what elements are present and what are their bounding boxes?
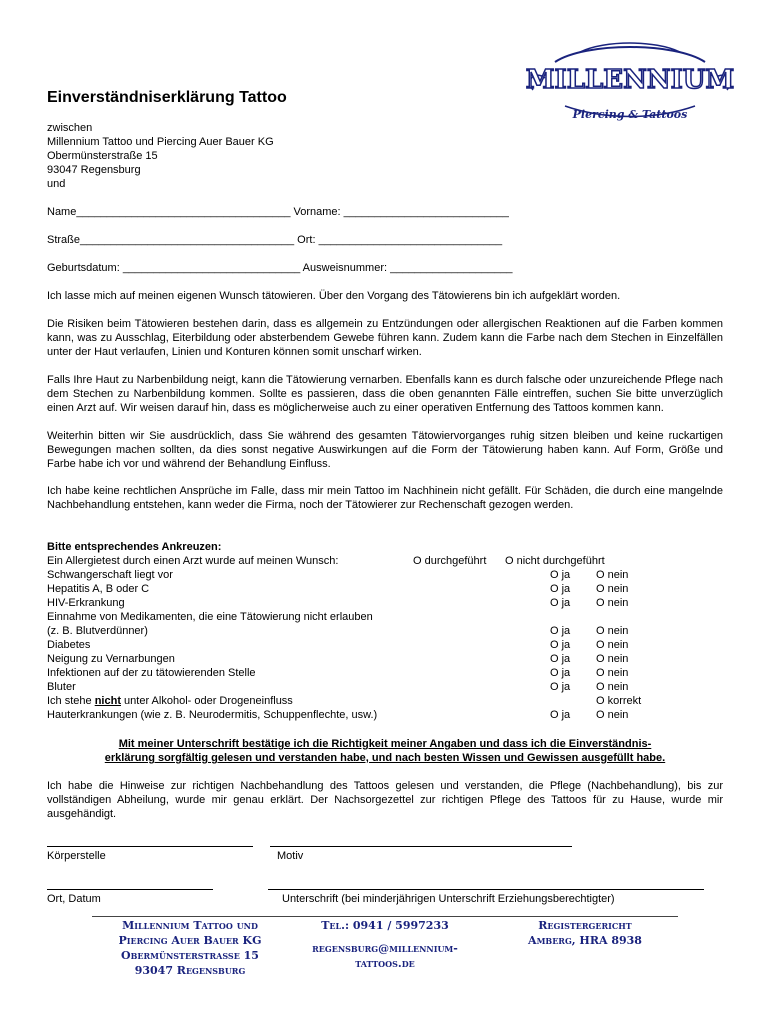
footer-register-line: Amberg, HRA 8938 — [528, 934, 642, 947]
checklist-row — [47, 624, 647, 638]
option-ja[interactable]: O ja — [550, 667, 571, 679]
option-nein[interactable]: O nein — [596, 639, 629, 651]
row-label — [47, 694, 293, 708]
confirm-line-2: erklärung sorgfältig gelesen und verstanden habe, und nach besten Wissen und Gewissen ausgefüllt habe. — [104, 752, 666, 764]
row-label: Infektionen auf der zu tätowierenden Stelle — [47, 667, 256, 679]
row-label: (z. B. Blutverdünner) — [47, 625, 148, 637]
footer-register — [495, 918, 675, 948]
footer-divider — [92, 916, 678, 917]
checklist-row — [47, 680, 647, 694]
option-ja[interactable]: O ja — [550, 583, 571, 595]
paragraph-4: Weiterhin bitten wir Sie ausdrücklich, dass Sie während des gesamten Tätowiervorganges ruhig sitzen bleiben und keine ruckartigen Bewegungen machen sollten, da dies sonst negative Auswirkungen auf die Form der Tätowierung haben kann. Auf Form, Größe und Farbe habe ich vor und während der Behandlung Einfluss. — [47, 430, 723, 470]
parties-line-5: und — [47, 178, 66, 190]
logo-name: MILLENNIUM — [525, 65, 735, 95]
checklist-row — [47, 610, 647, 624]
motif-line[interactable] — [270, 846, 572, 847]
place-date-label: Ort, Datum — [47, 893, 101, 905]
allergy-option-not-done[interactable]: O nicht durchgeführt — [505, 555, 605, 567]
option-ja[interactable]: O ja — [550, 709, 571, 721]
bodypart-label: Körperstelle — [47, 850, 106, 862]
place-date-line[interactable] — [47, 889, 213, 890]
footer-phone: Tel.: 0941 / 5997233 — [321, 919, 449, 932]
confirm-line-1: Mit meiner Unterschrift bestätige ich die Richtigkeit meiner Angaben und dass ich die Einverständnis- — [118, 738, 652, 750]
parties-line-3: Obermünsterstraße 15 — [47, 150, 158, 162]
alcohol-pre: Ich stehe — [47, 695, 95, 707]
footer-contact — [285, 918, 485, 971]
option-ja[interactable]: O ja — [550, 681, 571, 693]
logo-flourish-icon — [525, 40, 735, 130]
footer-email-domain[interactable]: tattoos.de — [355, 957, 415, 970]
street-field[interactable]: Straße___________________________________ Ort: ______________________________ — [47, 234, 503, 246]
paragraph-1: Ich lasse mich auf meinen eigenen Wunsch tätowieren. Über den Vorgang des Tätowierens bin ich aufgeklärt worden. — [47, 290, 621, 302]
option-nein[interactable]: O nein — [596, 681, 629, 693]
alcohol-nicht: nicht — [94, 695, 121, 707]
option-nein[interactable]: O nein — [596, 569, 629, 581]
option-ja[interactable]: O ja — [550, 625, 571, 637]
row-label: Neigung zu Vernarbungen — [47, 653, 175, 665]
bodypart-line[interactable] — [47, 846, 253, 847]
row-label: Hepatitis A, B oder C — [47, 583, 150, 595]
footer-address-line: 93047 Regensburg — [134, 964, 246, 977]
parties-line-4: 93047 Regensburg — [47, 164, 141, 176]
footer-address-line: Obermünsterstrasse 15 — [121, 949, 259, 962]
signature-label: Unterschrift (bei minderjährigen Unterschrift Erziehungsberechtigter) — [282, 893, 615, 905]
millennium-logo — [525, 40, 735, 130]
allergy-label: Ein Allergietest durch einen Arzt wurde auf meinen Wunsch: — [47, 555, 339, 567]
logo-subtitle: Piercing & Tattoos — [572, 108, 688, 121]
signature-line[interactable] — [268, 889, 704, 890]
footer-address-line: Millennium Tattoo und — [122, 919, 258, 932]
option-ja[interactable]: O ja — [550, 597, 571, 609]
option-korrekt[interactable]: O korrekt — [596, 695, 642, 707]
checklist-rows — [47, 568, 647, 722]
row-label: Einnahme von Medikamenten, die eine Tätowierung nicht erlauben — [47, 611, 373, 623]
parties-line-2: Millennium Tattoo und Piercing Auer Bauer KG — [47, 136, 274, 148]
row-label: Hauterkrankungen (wie z. B. Neurodermitis, Schuppenflechte, usw.) — [47, 709, 378, 721]
option-ja[interactable]: O ja — [550, 653, 571, 665]
option-nein[interactable]: O nein — [596, 709, 629, 721]
checklist-row — [47, 666, 647, 680]
row-label: HIV-Erkrankung — [47, 597, 125, 609]
option-nein[interactable]: O nein — [596, 667, 629, 679]
row-label: Bluter — [47, 681, 76, 693]
footer-address — [95, 918, 285, 978]
checklist-heading: Bitte entsprechendes Ankreuzen: — [47, 541, 222, 553]
row-label: Schwangerschaft liegt vor — [47, 569, 173, 581]
alcohol-post: unter Alkohol- oder Drogeneinfluss — [120, 695, 293, 707]
row-label: Diabetes — [47, 639, 91, 651]
option-nein[interactable]: O nein — [596, 625, 629, 637]
paragraph-3: Falls Ihre Haut zu Narbenbildung neigt, kann die Tätowierung vernarben. Ebenfalls kann es durch falsche oder unzureichende Pflege nach dem Stechen zu Narbenbildung kommen. Sollte es passieren, dass die oben genannten Fälle eintreffen, suchen Sie bitte unverzüglich einen Arzt auf. Wir weisen darauf hin, dass es möglicherweise auch zu einer operativen Entfernung des Tattoos kommen kann. — [47, 374, 723, 414]
checklist-row — [47, 596, 647, 610]
page-title: Einverständniserklärung Tattoo — [47, 89, 287, 106]
option-nein[interactable]: O nein — [596, 653, 629, 665]
birthdate-field[interactable]: Geburtsdatum: _____________________________ Ausweisnummer: ____________________ — [47, 262, 513, 274]
allergy-option-done[interactable]: O durchgeführt — [413, 555, 487, 567]
checklist-row — [47, 708, 647, 722]
footer-register-line: Registergericht — [538, 919, 632, 932]
checklist-row — [47, 638, 647, 652]
checklist-row — [47, 568, 647, 582]
parties-line-1: zwischen — [47, 122, 93, 134]
checklist-row — [47, 582, 647, 596]
option-nein[interactable]: O nein — [596, 597, 629, 609]
paragraph-5: Ich habe keine rechtlichen Ansprüche im Falle, dass mir mein Tattoo im Nachhinein nicht gefällt. Für Schäden, die durch eine mangelnde Nachbehandlung entstehen, kann weder die Firma, noch der Tätowierer zur Rechenschaft gezogen werden. — [47, 485, 723, 511]
name-field[interactable]: Name___________________________________ Vorname: ___________________________ — [47, 206, 509, 218]
motif-label: Motiv — [277, 850, 304, 862]
checklist-row-alcohol — [47, 694, 647, 708]
option-ja[interactable]: O ja — [550, 569, 571, 581]
option-ja[interactable]: O ja — [550, 639, 571, 651]
footer-email[interactable]: regensburg@millennium- — [312, 942, 458, 955]
checklist-row — [47, 652, 647, 666]
aftercare-paragraph: Ich habe die Hinweise zur richtigen Nachbehandlung des Tattoos gelesen und verstanden, die Pflege (Nachbehandlung), bis zur vollständigen Abheilung, wurde mir genau erklärt. Der Nachsorgezettel zur richtigen Pflege des Tattoos für zu Hause, wurde mir ausgehändigt. — [47, 780, 723, 820]
option-nein[interactable]: O nein — [596, 583, 629, 595]
paragraph-2: Die Risiken beim Tätowieren bestehen darin, dass es allgemein zu Entzündungen oder allergischen Reaktionen auf die Farben kommen kann, was zu Ausschlag, Eiterbildung oder absterbendem Gewebe führen kann. Zudem kann die Farbe nach dem Stechen in Einzelfällen unter der Haut verlaufen, Linien und Konturen können somit unscharf wirken. — [47, 318, 723, 358]
footer-address-line: Piercing Auer Bauer KG — [118, 934, 262, 947]
